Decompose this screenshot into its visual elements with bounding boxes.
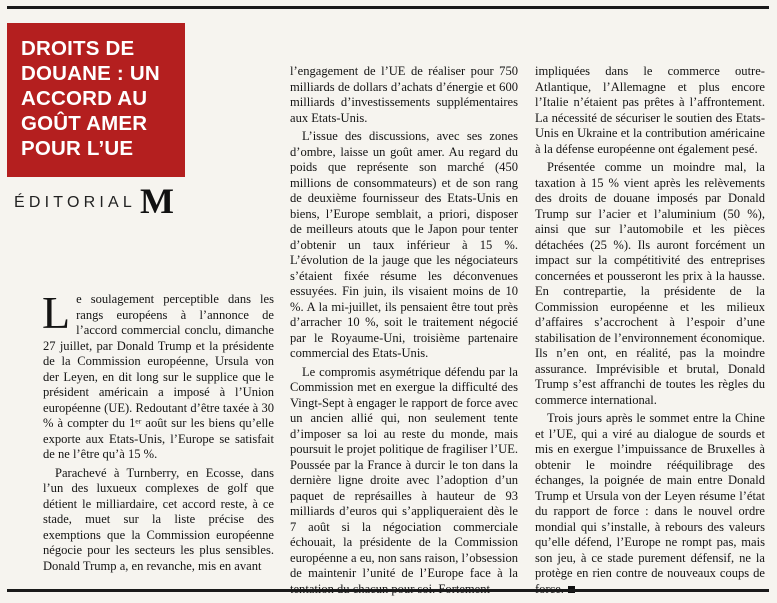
top-rule [7,6,769,9]
bottom-rule [7,589,769,592]
headline: DROITS DE DOUANE : UN ACCORD AU GOÛT AMER POUR L’UE [21,37,160,160]
paragraph: Présentée comme un moindre mal, la taxation à 15 % vient après les relèvements des droits de douane imposés par Donald Trump sur l’acier et l’aluminium (50 %), ainsi que sur l’automobile et les pièces détachées (25 %). Ils auront forcément un impact sur la compétitivité des entreprises concernées et pousseront les prix à la hausse. En contrepartie, la présidente de la Commission européenne et les milieux d’affaires s’accrochent à l’espoir d’une stabilisation de l’environnement économique. Ils n’en ont, en réalité, pas la moindre assurance. Imprévisible et brutal, Donald Trump s’est affranchi de toutes les règles du commerce international. [535,160,765,407]
paragraph: Le compromis asymétrique défendu par la Commission met en exergue la difficulté des Vingt-Sept à engager le rapport de force avec un ancien allié qui, non seulement tente d’imposer sa loi au reste du monde, mais poursuit le projet politique de fragiliser l’UE. Poussée par la France à durcir le ton dans la dernière ligne droite avec l’adoption d’un paquet de représailles à hauteur de 93 milliards d’euros qui s’appliqueraient dès le 7 août si la négociation commerciale échouait, la présidente de la Commission européenne a eu, non sans raison, l’obsession de maintenir l’unité de l’Europe face à la [290,364,518,580]
article-column-1 [42,287,274,574]
headline-box [7,23,185,177]
paragraph: l’engagement de l’UE de réaliser pour 750 milliards de dollars d’achats d’énergie et 600 milliards d’investissements supplémentaires aux Etats-Unis. [290,64,518,125]
article-column-2 [290,64,518,597]
le-monde-logo: M [140,181,174,221]
drop-cap: L [42,287,71,338]
paragraph: Parachevé à Turnberry, en Ecosse, dans l’un des luxueux complexes de golf que détient le milliardaire, cet accord reste, à ce stade, muet sur la liste précise des exemptions que la Commission européenne négocie pour les secteurs les plus sensibles. Donald Trump a, en revanche, mis en avant [43,465,274,573]
paragraph: Le soulagement perceptible dans les rangs européens à l’annonce de l’accord commercial conclu, dimanche 27 juillet, par Donald Trump et la présidente de la Commission européenne, Ursula von der Leyen, en dit long sur le supplice que le président américain a imposé à l’Union européenne (UE). Redoutant d’être taxée à 30 % à compter du 1ᵉʳ août sur les biens qu’elle exporte aux Etats-Unis, l’Europe se satisfait de ne l’être qu’à 15 %. [42,287,274,461]
article-column-3 [535,64,765,597]
paragraph: impliquées dans le commerce outre-Atlantique, l’Allemagne et plus encore l’Italie n’étaient pas prêtes à l’affrontement. La nécessité de sécuriser le soutien des Etats-Unis en Ukraine et la contribution américaine à la défense européenne ont également pesé. [535,64,765,156]
paragraph: L’issue des discussions, avec ses zones d’ombre, laisse un goût amer. Au regard du poids que représente son marché (450 millions de consommateurs) et de son rang de deuxième fournisseur des Etats-Unis en biens, l’Europe semblait, a priori, disposer de meilleurs atouts que le Japon pour tenter d’obtenir un taux inférieur à 15 %. L’évolution de la jauge que les négociateurs s’étaient fixée résume les déconvenues essuyées. Fin juin, ils visaient moins de 10 %. A la mi-juillet, ils pensaient être tout près d’arracher 10 %, soit le traitement négocié par le Royaume-Uni, troisième partenaire commercial des Etats-Unis. [290,129,518,360]
section-label: ÉDITORIAL [14,194,136,211]
paragraph: Trois jours après le sommet entre la Chine et l’UE, qui a viré au dialogue de sourds et mis en exergue l’impuissance de Bruxelles à obtenir le moindre rééquilibrage des échanges, la poignée de main entre Donald Trump et Ursula von der Leyen résume l’état du rapport de force : dans le nouvel ordre mondial qui s’installe, à rebours des valeurs qu’elle défend, l’Europe ne rompt pas, mais son jeu, à ce stade purement défensif, ne la protège en rien contre de nouveaux coups de [535,411,765,597]
